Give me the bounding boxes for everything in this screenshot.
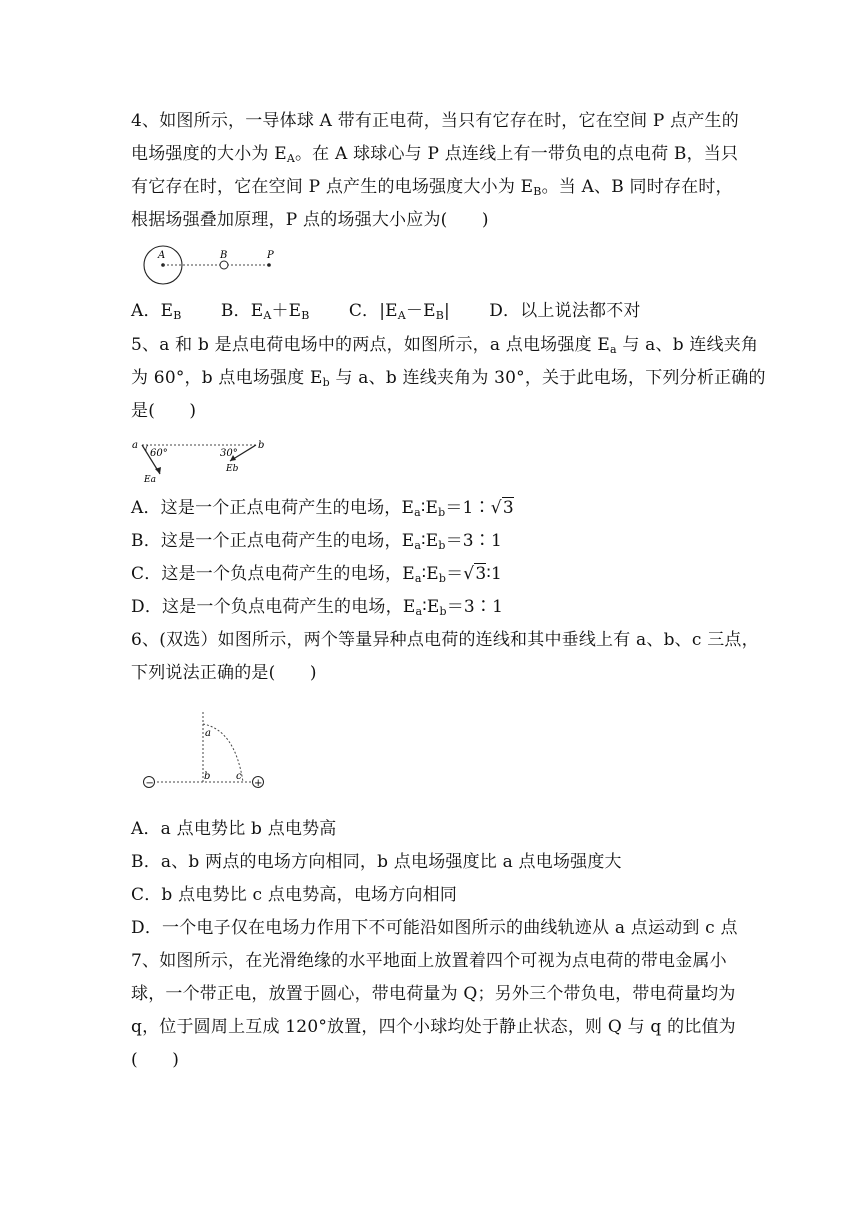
q5-fig-label-b: b xyxy=(258,440,265,451)
q5-option-a: A．这是一个正点电荷产生的电场，$E_a∶E_b=1∶√3$ xyxy=(131,498,514,519)
q5-fig-label-a: a xyxy=(132,440,138,451)
q4-fig-label-p: P xyxy=(267,250,274,261)
q6-fig-pos-charge: + xyxy=(254,778,263,789)
q4-line-1: 4、如图所示，一导体球 A 带有正电荷，当只有它存在时，它在空间 P 点产生的 xyxy=(131,111,739,131)
q4-option-c: C．$|E_A-E_B|$ xyxy=(348,301,450,322)
q4-option-b: B．$E_A+E_B$ xyxy=(220,301,310,322)
q5-line-2: 为 60°，b 点电场强度 $E_b$ 与 a、b 连线夹角为 30°，关于此电场，下列分析正确的 xyxy=(131,368,766,389)
q5-option-c: C．这是一个负点电荷产生的电场，$E_a∶E_b=√3∶1$ xyxy=(131,564,502,585)
q4-figure xyxy=(138,240,288,290)
q6-fig-label-a: a xyxy=(205,728,211,739)
q4-line-4: 根据场强叠加原理，P 点的场强大小应为( ) xyxy=(131,210,489,230)
q5-fig-label-eb: Eb xyxy=(226,464,239,474)
q6-fig-neg-charge: − xyxy=(145,778,154,789)
q5-fig-angle-60: 60° xyxy=(150,448,168,459)
q4-fig-label-a: A xyxy=(158,250,166,261)
q6-line-2: 下列说法正确的是( ) xyxy=(131,663,317,683)
q4-fig-label-b: B xyxy=(220,250,228,261)
q5-fig-label-ea: Ea xyxy=(144,475,156,485)
q5-option-d: D．这是一个负点电荷产生的电场，$E_a∶E_b=3∶1$ xyxy=(131,597,504,618)
q6-figure xyxy=(140,708,270,796)
q5-line-1: 5、a 和 b 是点电荷电场中的两点，如图所示，a 点电场强度 $E_a$ 与 a、b 连线夹角 xyxy=(131,335,759,356)
q5-fig-angle-30: 30° xyxy=(220,448,238,459)
q4-option-d: D．以上说法都不对 xyxy=(489,301,641,321)
q7-line-3: q，位于圆周上互成 120°放置，四个小球均处于静止状态，则 Q 与 q 的比值为 xyxy=(131,1017,736,1037)
q4-line-3: 有它存在时，它在空间 P 点产生的电场强度大小为 $E_B$。当 A、B 同时存在时， xyxy=(131,177,733,198)
q6-fig-label-b: b xyxy=(204,771,211,782)
q6-option-a: A．a 点电势比 b 点电势高 xyxy=(131,819,337,839)
q6-option-b: B．a、b 两点的电场方向相同，b 点电场强度比 a 点电场强度大 xyxy=(131,852,622,872)
q6-option-c: C．b 点电势比 c 点电势高，电场方向相同 xyxy=(131,885,458,905)
q6-fig-label-c: c xyxy=(236,771,242,782)
q5-figure xyxy=(130,436,280,488)
q6-option-d: D．一个电子仅在电场力作用下不可能沿如图所示的曲线轨迹从 a 点运动到 c 点 xyxy=(131,918,738,938)
q6-line-1: 6、(双选）如图所示，两个等量异种点电荷的连线和其中垂线上有 a、b、c 三点， xyxy=(131,630,759,650)
q5-option-b: B．这是一个正点电荷产生的电场，$E_a∶E_b=3∶1$ xyxy=(131,531,502,552)
q7-line-2: 球，一个带正电，放置于圆心，带电荷量为 Q；另外三个带负电，带电荷量均为 xyxy=(131,984,736,1004)
q4-line-2: 电场强度的大小为 $E_A$。在 A 球球心与 P 点连线上有一带负电的点电荷 B，当只 xyxy=(131,144,739,165)
q7-line-1: 7、如图所示，在光滑绝缘的水平地面上放置着四个可视为点电荷的带电金属小 xyxy=(131,951,727,971)
q4-options xyxy=(131,300,641,322)
q4-option-a: A．$E_B$ xyxy=(131,301,182,322)
q5-line-3: 是( ) xyxy=(131,401,197,421)
q7-line-4: ( ) xyxy=(131,1050,180,1070)
